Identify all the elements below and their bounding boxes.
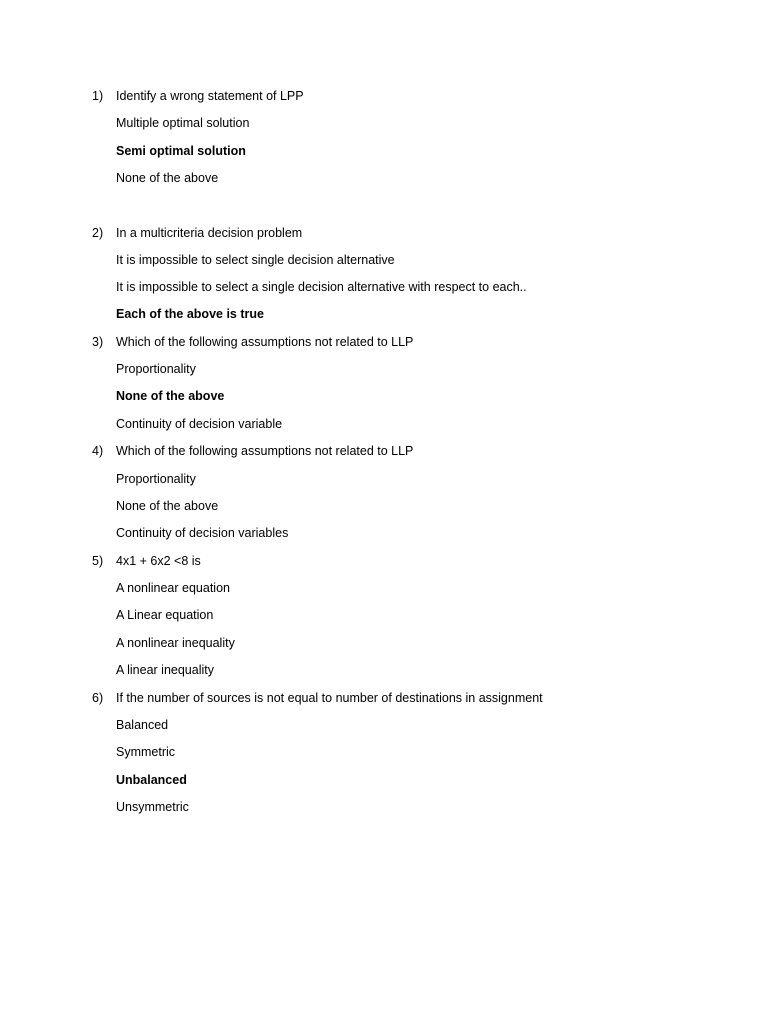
question-4-option-2: None of the above (116, 499, 219, 513)
question-5-option-1: A nonlinear equation (116, 581, 230, 595)
question-4-option-1: Proportionality (116, 472, 196, 486)
question-2-option-1: It is impossible to select single decision alternative (116, 253, 395, 267)
question-6-option-3: Unbalanced (116, 773, 187, 787)
question-1-option-2: Semi optimal solution (116, 144, 246, 158)
question-5-option-4: A linear inequality (116, 663, 214, 677)
question-2-option-2: It is impossible to select a single decision alternative with respect to each.. (116, 280, 527, 294)
question-6-option-1: Balanced (116, 718, 169, 732)
question-5-prompt: 4x1 + 6x2 <8 is (116, 554, 201, 568)
question-6-option-2: Symmetric (116, 745, 176, 759)
question-3-prompt: Which of the following assumptions not related to LLP (116, 335, 414, 349)
question-4-prompt: Which of the following assumptions not related to LLP (116, 444, 414, 458)
question-1-prompt: Identify a wrong statement of LPP (116, 89, 304, 103)
question-3-option-1: Proportionality (116, 362, 196, 376)
question-3-number: 3) (92, 335, 104, 349)
question-6-number: 6) (92, 691, 104, 705)
question-2-prompt: In a multicriteria decision problem (116, 226, 303, 240)
question-1-option-1: Multiple optimal solution (116, 116, 250, 130)
question-2-option-3: Each of the above is true (116, 307, 264, 321)
question-4-option-3: Continuity of decision variables (116, 526, 289, 540)
question-6-option-4: Unsymmetric (116, 800, 189, 814)
question-1-number: 1) (92, 89, 104, 103)
question-5-option-3: A nonlinear inequality (116, 636, 235, 650)
question-1-option-3: None of the above (116, 171, 219, 185)
question-5-number: 5) (92, 554, 104, 568)
question-3-option-3: Continuity of decision variable (116, 417, 283, 431)
question-3-option-2: None of the above (116, 389, 225, 403)
question-5-option-2: A Linear equation (116, 608, 214, 622)
question-6-prompt: If the number of sources is not equal to number of destinations in assignment (116, 691, 543, 705)
question-2-number: 2) (92, 226, 104, 240)
question-4-number: 4) (92, 444, 104, 458)
